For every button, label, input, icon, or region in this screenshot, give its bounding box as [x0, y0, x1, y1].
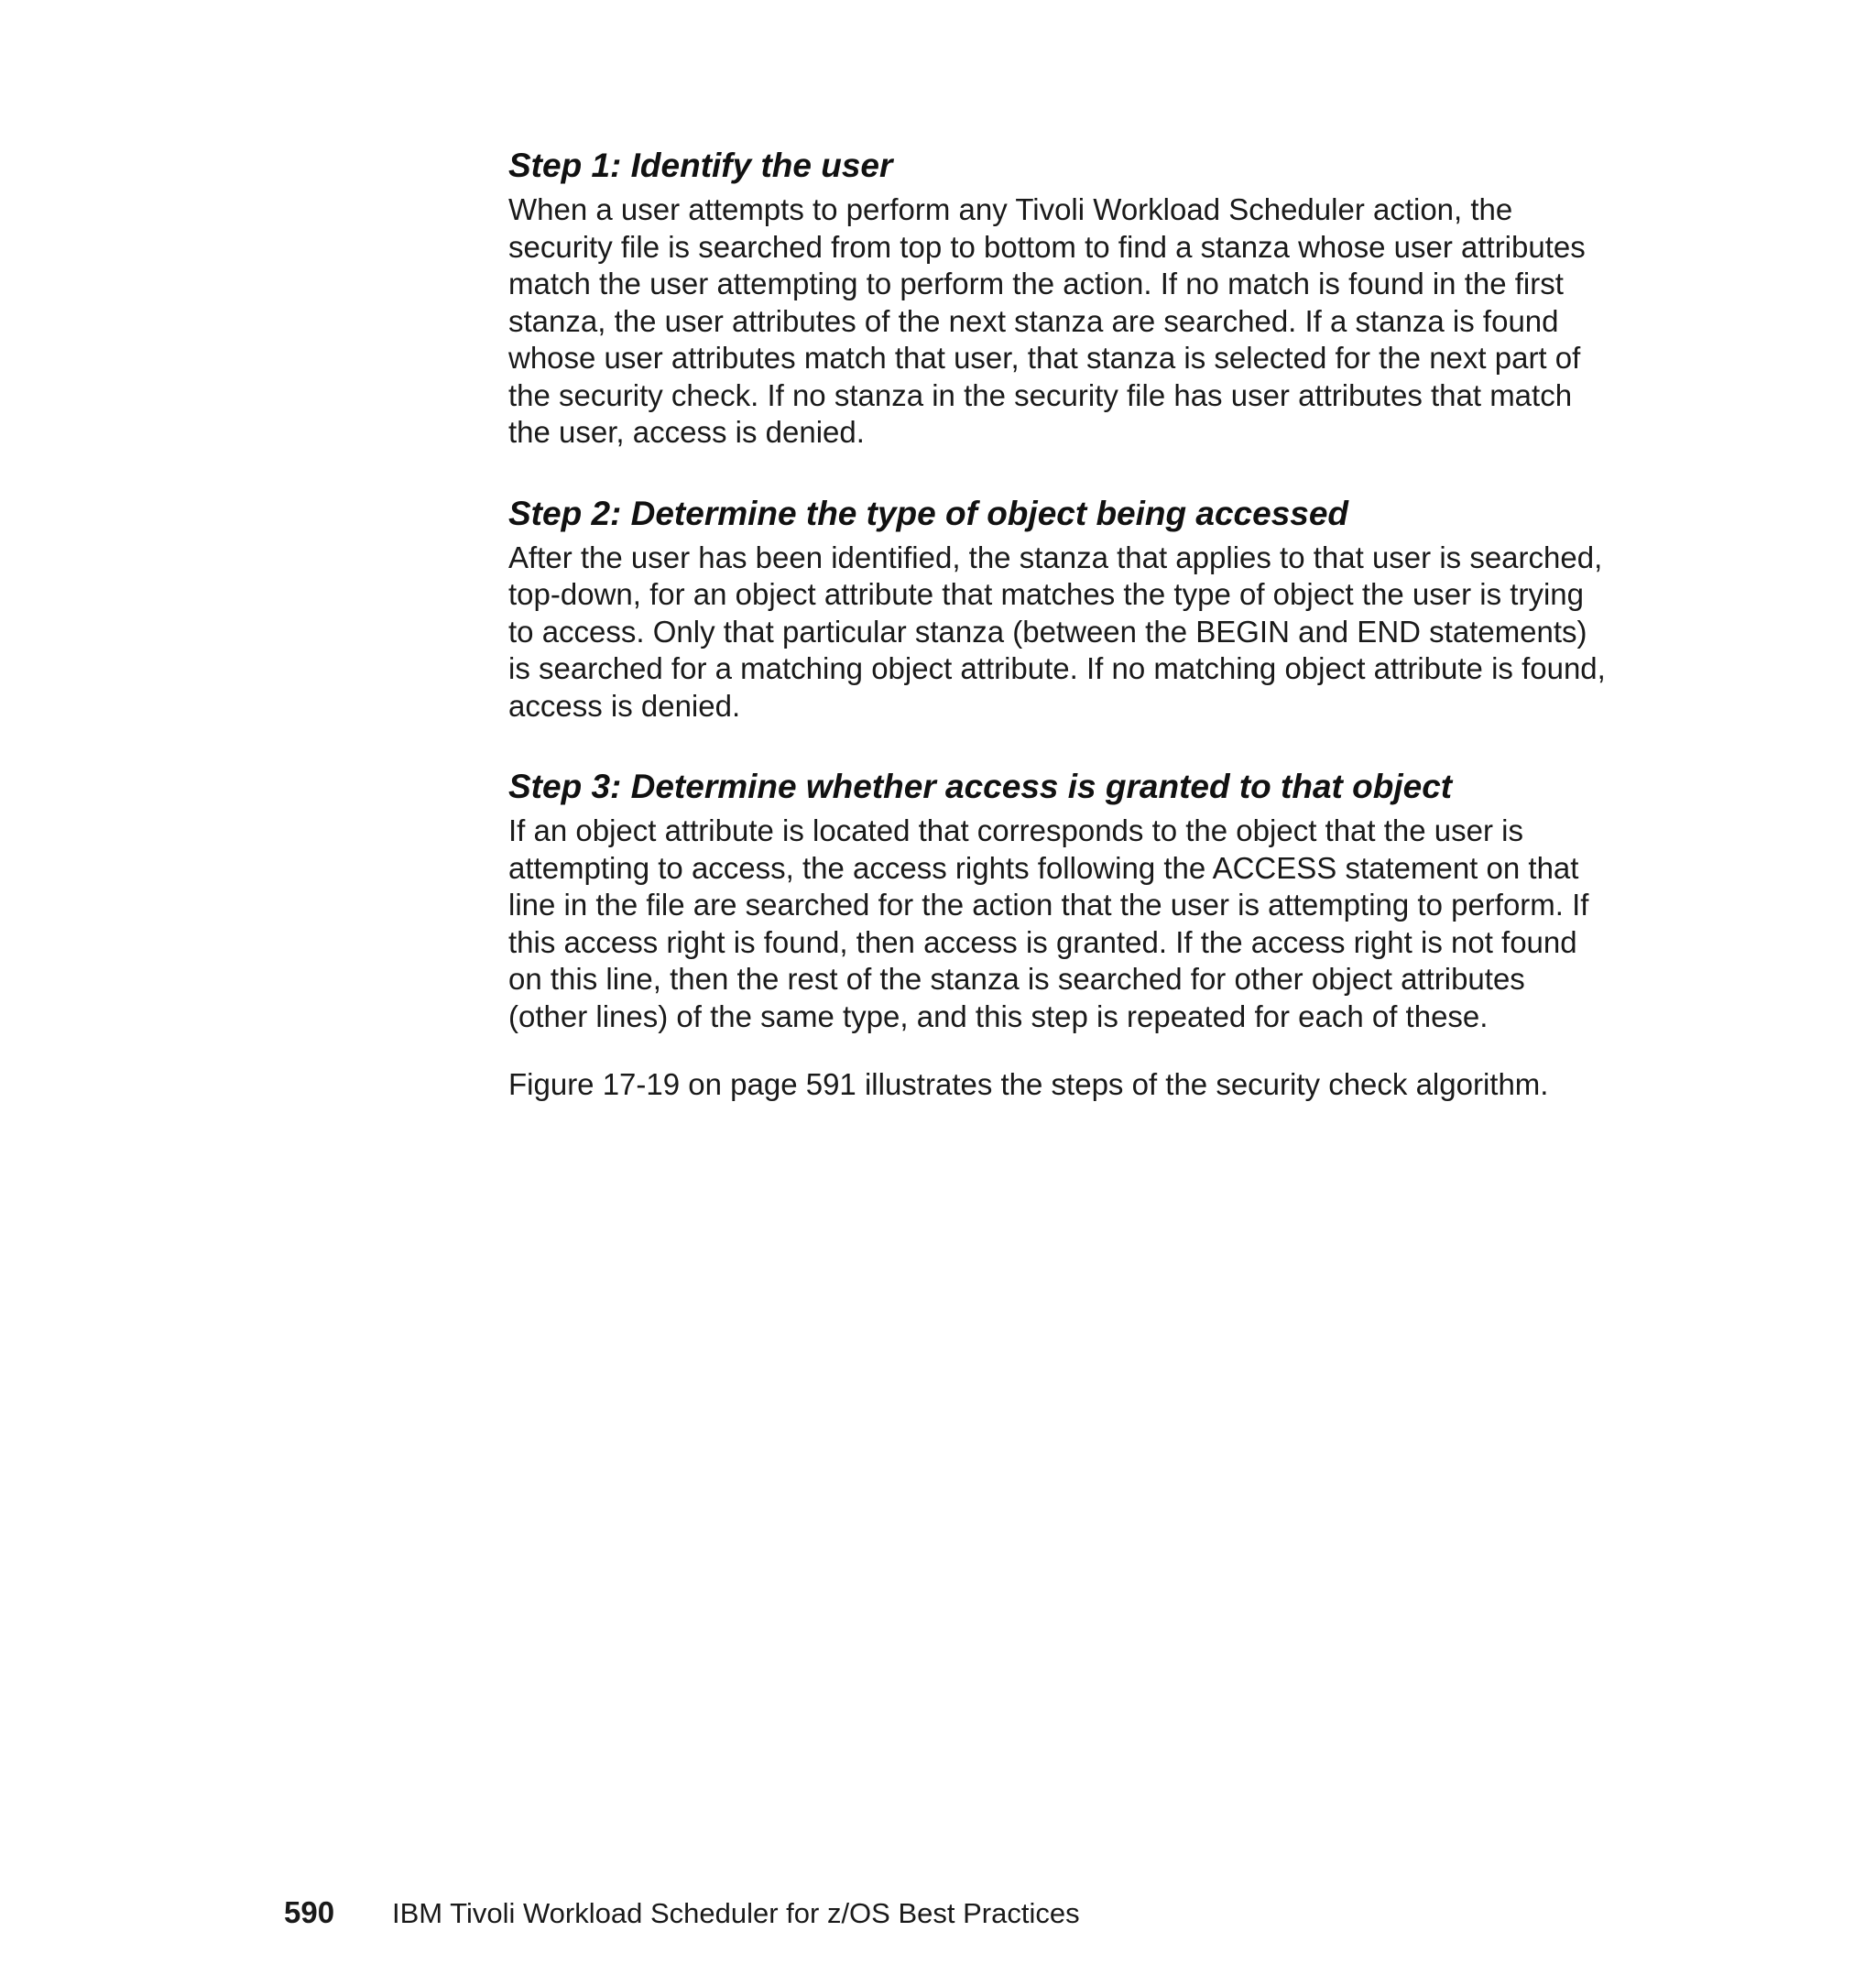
- step-3-paragraph: If an object attribute is located that corresponds to the object that the user is attempting to access, the access rights following the ACCESS statement on that line in the file are searched for the action that the user is attempting to perform. If this access right is found, then access is granted. If the access right is not found on this line, then the rest of the stanza is searched for other object attributes (other lines) of the same type, and this step is repeated for each of these.: [508, 813, 1589, 1033]
- step-3-heading: Step 3: Determine whether access is granted to that object: [508, 768, 1453, 805]
- step-1-heading: Step 1: Identify the user: [508, 147, 893, 184]
- step-2-heading: Step 2: Determine the type of object being accessed: [508, 494, 1349, 532]
- step-3-section: [508, 763, 1608, 1035]
- step-1-section: [508, 142, 1608, 452]
- page-footer: [284, 1894, 1080, 1932]
- step-2-paragraph: After the user has been identified, the stanza that applies to that user is searched, top-down, for an object attribute that matches the type of object the user is trying to access. Only that particular stanza (between the BEGIN and END statements) is searched for a matching object attribute. If no matching object attribute is found, access is denied.: [508, 540, 1606, 723]
- document-body: [508, 142, 1608, 1104]
- book-title: IBM Tivoli Workload Scheduler for z/OS Best Practices: [392, 1897, 1080, 1929]
- page-number: 590: [284, 1895, 335, 1929]
- step-1-paragraph: When a user attempts to perform any Tivoli Workload Scheduler action, the security file is searched from top to bottom to find a stanza whose user attributes match the user attempting to perform the action. If no match is found in the first stanza, the user attributes of the next stanza are searched. If a stanza is found whose user attributes match that user, that stanza is selected for the next part of the security check. If no stanza in the security file has user attributes that match the user, access is denied.: [508, 192, 1586, 449]
- step-2-section: [508, 490, 1608, 726]
- figure-reference-paragraph: Figure 17-19 on page 591 illustrates the steps of the security check algorithm.: [508, 1067, 1549, 1101]
